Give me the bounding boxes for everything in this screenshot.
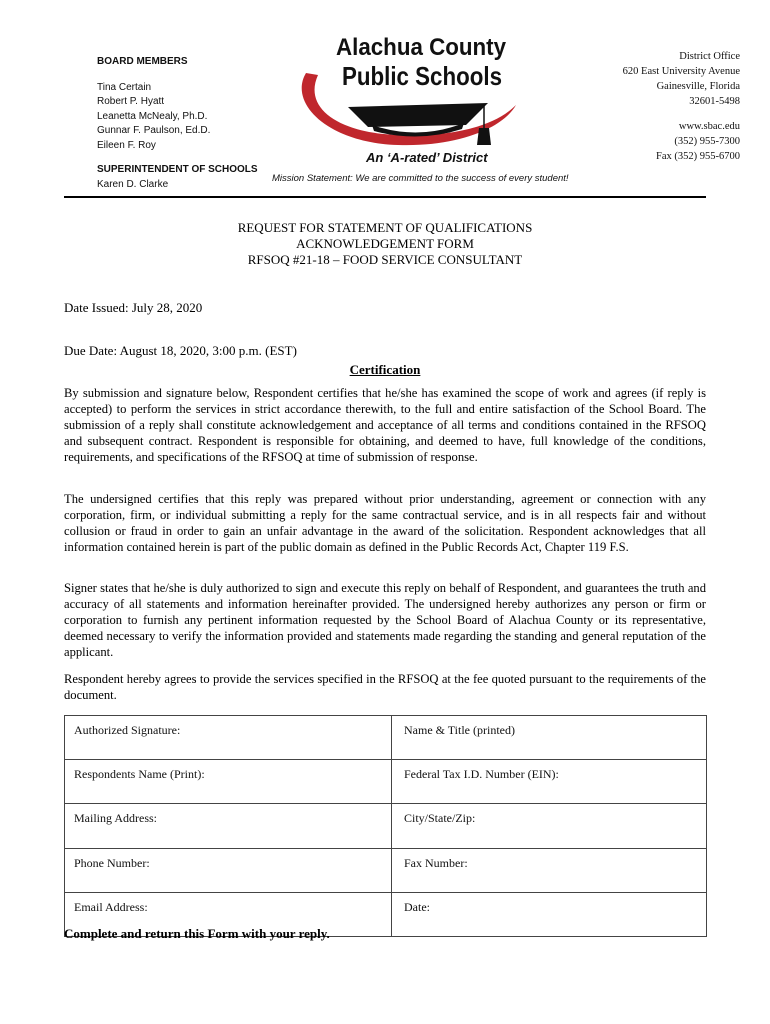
fax-number-field[interactable]: Fax Number: — [392, 848, 707, 892]
phone-number-field[interactable]: Phone Number: — [65, 848, 392, 892]
paragraph-4: Respondent hereby agrees to provide the services specified in the RFSOQ at the fee quoted pursuant to the requirements of the document. — [64, 672, 706, 703]
mortarboard-icon — [348, 103, 488, 127]
board-members-block — [97, 55, 258, 192]
office-name: District Office — [679, 51, 740, 62]
title-line2: ACKNOWLEDGEMENT FORM — [296, 236, 474, 251]
federal-tax-id-field[interactable]: Federal Tax I.D. Number (EIN): — [392, 760, 707, 804]
office-street: 620 East University Avenue — [622, 66, 740, 77]
header-divider — [64, 196, 706, 198]
date-field[interactable]: Date: — [392, 892, 707, 936]
office-fax: Fax (352) 955-6700 — [656, 151, 740, 162]
mission-statement: Mission Statement: We are committed to the success of every student! — [272, 173, 569, 184]
form-row — [65, 716, 707, 760]
paragraph-1: By submission and signature below, Respondent certifies that he/she has examined the scope of work and agrees (if reply is accepted) to perform the services in strict accordance therewith, to the full and entire satisfaction of the School Board. The submission of a reply shall constitute acknowledgement and acceptance of all terms and conditions contained in the RFSOQ and subsequent contract. Respondent is responsible for obtaining, and deemed to have, full knowledge of the conditions, requirements, and specifications of the RFSOQ at time of submission of response. — [64, 386, 706, 465]
office-website: www.sbac.edu — [678, 121, 740, 132]
office-city: Gainesville, Florida — [656, 81, 740, 92]
board-member: Gunnar F. Paulson, Ed.D. — [97, 125, 211, 136]
board-member: Tina Certain — [97, 81, 152, 93]
footer-instruction: Complete and return this Form with your reply. — [64, 926, 330, 941]
board-member: Leanetta McNealy, Ph.D. — [97, 110, 208, 122]
form-row — [65, 804, 707, 848]
form-row — [65, 848, 707, 892]
district-office-block — [623, 49, 740, 164]
district-logo — [288, 33, 518, 153]
city-state-zip-field[interactable]: City/State/Zip: — [392, 804, 707, 848]
superintendent-name: Karen D. Clarke — [97, 178, 169, 190]
logo-line1: Alachua County — [336, 34, 507, 61]
respondent-form-table — [64, 715, 707, 937]
board-member: Robert P. Hyatt — [97, 96, 165, 107]
office-zip: 32601-5498 — [689, 96, 740, 107]
title-line3: RFSOQ #21-18 – FOOD SERVICE CONSULTANT — [247, 252, 523, 267]
district-tagline: An ‘A-rated’ District — [366, 150, 488, 165]
certification-heading: Certification — [349, 362, 421, 377]
authorized-signature-field[interactable]: Authorized Signature: — [65, 716, 392, 760]
date-issued: Date Issued: July 28, 2020 — [64, 300, 203, 315]
name-title-field[interactable]: Name & Title (printed) — [392, 716, 707, 760]
office-phone: (352) 955-7300 — [674, 136, 740, 147]
tassel-icon — [477, 128, 491, 145]
paragraph-2: The undersigned certifies that this reply was prepared without prior understanding, agreement or connection with any corporation, firm, or individual submitting a reply for the same contractual service, and is in all respects fair and without collusion or fraud in order to gain an unfair advantage in the award of the solicitation. Respondent acknowledges that all information contained herein is part of the public domain as defined in the Public Records Act, Chapter 119 F.S. — [64, 492, 706, 555]
mailing-address-field[interactable]: Mailing Address: — [65, 804, 392, 848]
email-address-field[interactable]: Email Address: — [65, 892, 392, 936]
respondent-name-field[interactable]: Respondents Name (Print): — [65, 760, 392, 804]
superintendent-heading: SUPERINTENDENT OF SCHOOLS — [97, 164, 258, 175]
title-line1: REQUEST FOR STATEMENT OF QUALIFICATIONS — [237, 220, 533, 235]
form-row — [65, 760, 707, 804]
board-heading: BOARD MEMBERS — [97, 56, 188, 67]
due-date: Due Date: August 18, 2020, 3:00 p.m. (EST) — [64, 343, 297, 358]
logo-line2: Public Schools — [342, 61, 502, 91]
document-title — [0, 220, 770, 268]
board-member: Eileen F. Roy — [97, 139, 156, 151]
paragraph-3: Signer states that he/she is duly authorized to sign and execute this reply on behalf of Respondent, and guarantees the truth and accuracy of all statements and information hereinafter provided. The undersigned hereby authorizes any person or firm or corporation to furnish any pertinent information requested by the School Board of Alachua County or its representative, deemed necessary to verify the information provided and statements made regarding the standing and general reputation of the applicant. — [64, 581, 706, 660]
